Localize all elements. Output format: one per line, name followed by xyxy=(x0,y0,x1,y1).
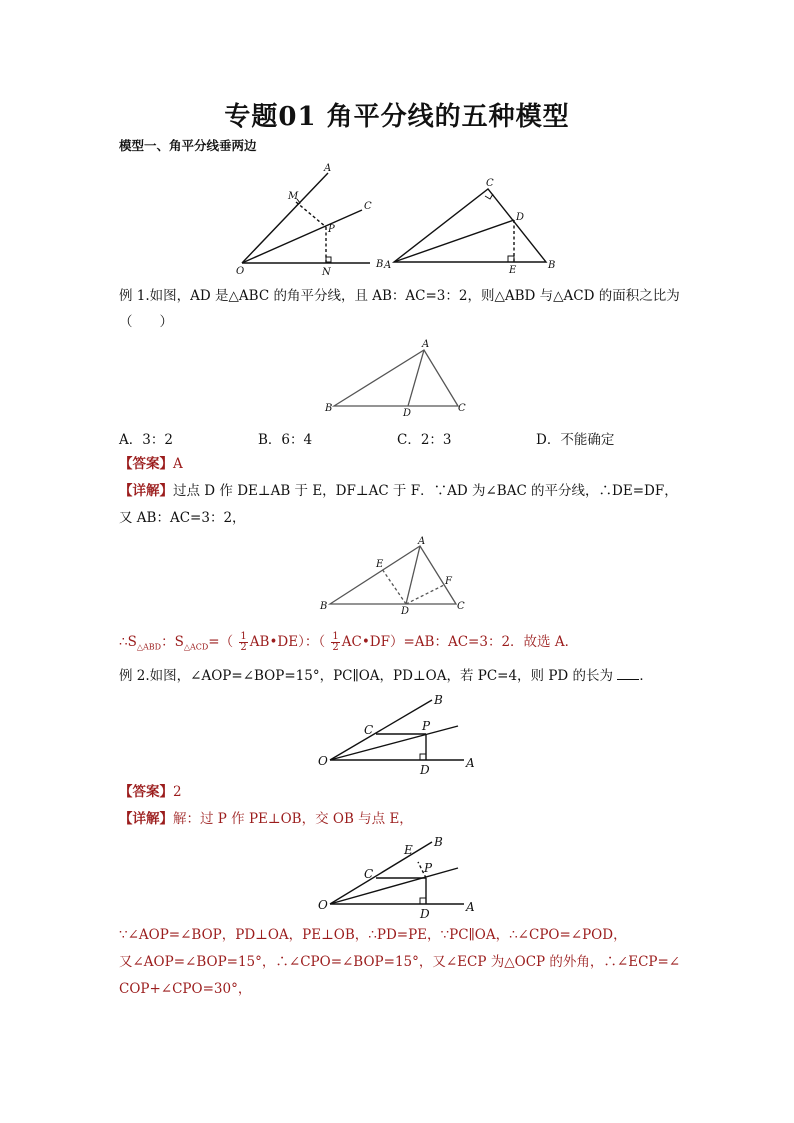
figure-model1-triangle xyxy=(380,176,560,276)
label-C: C xyxy=(364,723,374,737)
detail-text: 解：过 P 作 PE⊥OB，交 OB 与点 E， xyxy=(173,811,413,827)
answer-blank xyxy=(617,667,639,680)
option-d: D．不能确定 xyxy=(536,432,615,448)
detail-tag: 【详解】 xyxy=(119,483,173,499)
label-A: A xyxy=(418,536,426,547)
label-B: B xyxy=(548,260,556,271)
label-B: B xyxy=(320,601,328,612)
label-D: D xyxy=(403,408,412,419)
fraction-half xyxy=(239,632,247,653)
label-E: E xyxy=(376,559,384,570)
ex1-question-blank: （ ） xyxy=(119,314,173,330)
frac-num: 1 xyxy=(240,631,247,642)
label-D: D xyxy=(420,763,430,777)
label-A: A xyxy=(466,756,475,770)
label-B: B xyxy=(434,693,443,707)
label-O: O xyxy=(318,898,328,912)
ex2-question-text: 例 2.如图，∠AOP=∠BOP=15°，PC∥OA，PD⊥OA，若 PC=4，则 PD 的长为 xyxy=(119,668,614,684)
answer-value: 2 xyxy=(173,784,182,800)
label-C: C xyxy=(457,601,465,612)
label-A: A xyxy=(422,339,430,350)
label-O: O xyxy=(318,754,328,768)
label-F: F xyxy=(445,576,452,587)
figure-model1-angle xyxy=(230,158,390,280)
label-C: C xyxy=(486,178,494,189)
ex1-answer xyxy=(119,454,183,474)
ex1-detail-2: 又 AB：AC=3：2， xyxy=(119,510,246,526)
page-title: 专题01 角平分线的五种模型 xyxy=(224,102,570,132)
label-B: B xyxy=(376,259,384,270)
ex1-question: 例 1.如图，AD 是△ABC 的角平分线，且 AB：AC=3：2，则△ABD 与△ACD 的面积之比为 xyxy=(119,288,680,304)
ex2-question xyxy=(119,666,653,686)
fraction-half xyxy=(331,632,339,653)
label-D: D xyxy=(516,212,525,223)
label-C: C xyxy=(364,201,372,212)
formula-part: AC•DF）=AB：AC=3：2．故选 A． xyxy=(341,634,579,650)
formula-sub: △ACD xyxy=(183,642,209,652)
ex1-detail xyxy=(119,481,678,501)
ex2-detail-3: 又∠AOP=∠BOP=15°，∴∠CPO=∠BOP=15°，又∠ECP 为△OCP 的外角，∴∠ECP=∠ xyxy=(119,954,681,970)
ex1-formula xyxy=(119,632,578,658)
formula-part: ：S xyxy=(161,634,184,650)
label-A: A xyxy=(466,900,475,914)
formula-part: AB•DE）：（ xyxy=(249,634,326,650)
ex2-question-end: ． xyxy=(639,668,653,684)
label-A: A xyxy=(384,260,392,271)
label-P: P xyxy=(422,719,431,733)
ex2-detail xyxy=(119,809,413,829)
frac-num: 1 xyxy=(332,631,339,642)
ex2-answer xyxy=(119,782,182,802)
frac-den: 2 xyxy=(240,642,247,653)
figure-ex1-solution xyxy=(316,534,476,616)
label-P: P xyxy=(328,224,335,235)
label-D: D xyxy=(401,606,410,616)
label-B: B xyxy=(325,403,333,414)
answer-tag: 【答案】 xyxy=(119,456,173,472)
detail-text: 过点 D 作 DE⊥AB 于 E，DF⊥AC 于 F．∵AD 为∠BAC 的平分线，∴DE=DF， xyxy=(173,483,678,499)
answer-value: A xyxy=(173,456,183,472)
label-N: N xyxy=(322,267,331,278)
label-M: M xyxy=(288,191,299,202)
ex2-detail-2: ∵∠AOP=∠BOP，PD⊥OA，PE⊥OB，∴PD=PE，∵PC∥OA，∴∠CPO=∠POD， xyxy=(119,927,627,943)
ex2-detail-4: COP+∠CPO=30°， xyxy=(119,981,252,997)
label-B: B xyxy=(434,835,443,849)
option-a: A．3：2 xyxy=(119,432,173,448)
figure-ex1 xyxy=(320,338,480,420)
frac-den: 2 xyxy=(332,642,339,653)
label-E: E xyxy=(509,265,517,276)
label-E: E xyxy=(404,843,413,857)
figure-ex2 xyxy=(314,690,484,780)
option-c: C．2：3 xyxy=(397,432,452,448)
label-C: C xyxy=(458,403,466,414)
figure-ex2-solution xyxy=(314,834,484,924)
option-b: B．6：4 xyxy=(258,432,313,448)
formula-part: ∴S xyxy=(119,634,137,650)
formula-part: =（ xyxy=(208,634,234,650)
label-C: C xyxy=(364,867,374,881)
label-D: D xyxy=(420,907,430,921)
formula-sub: △ABD xyxy=(136,642,162,652)
label-O: O xyxy=(236,266,245,277)
label-A: A xyxy=(324,163,332,174)
model-heading: 模型一、角平分线垂两边 xyxy=(119,138,257,153)
answer-tag: 【答案】 xyxy=(119,784,173,800)
detail-tag: 【详解】 xyxy=(119,811,173,827)
label-P: P xyxy=(424,861,433,875)
